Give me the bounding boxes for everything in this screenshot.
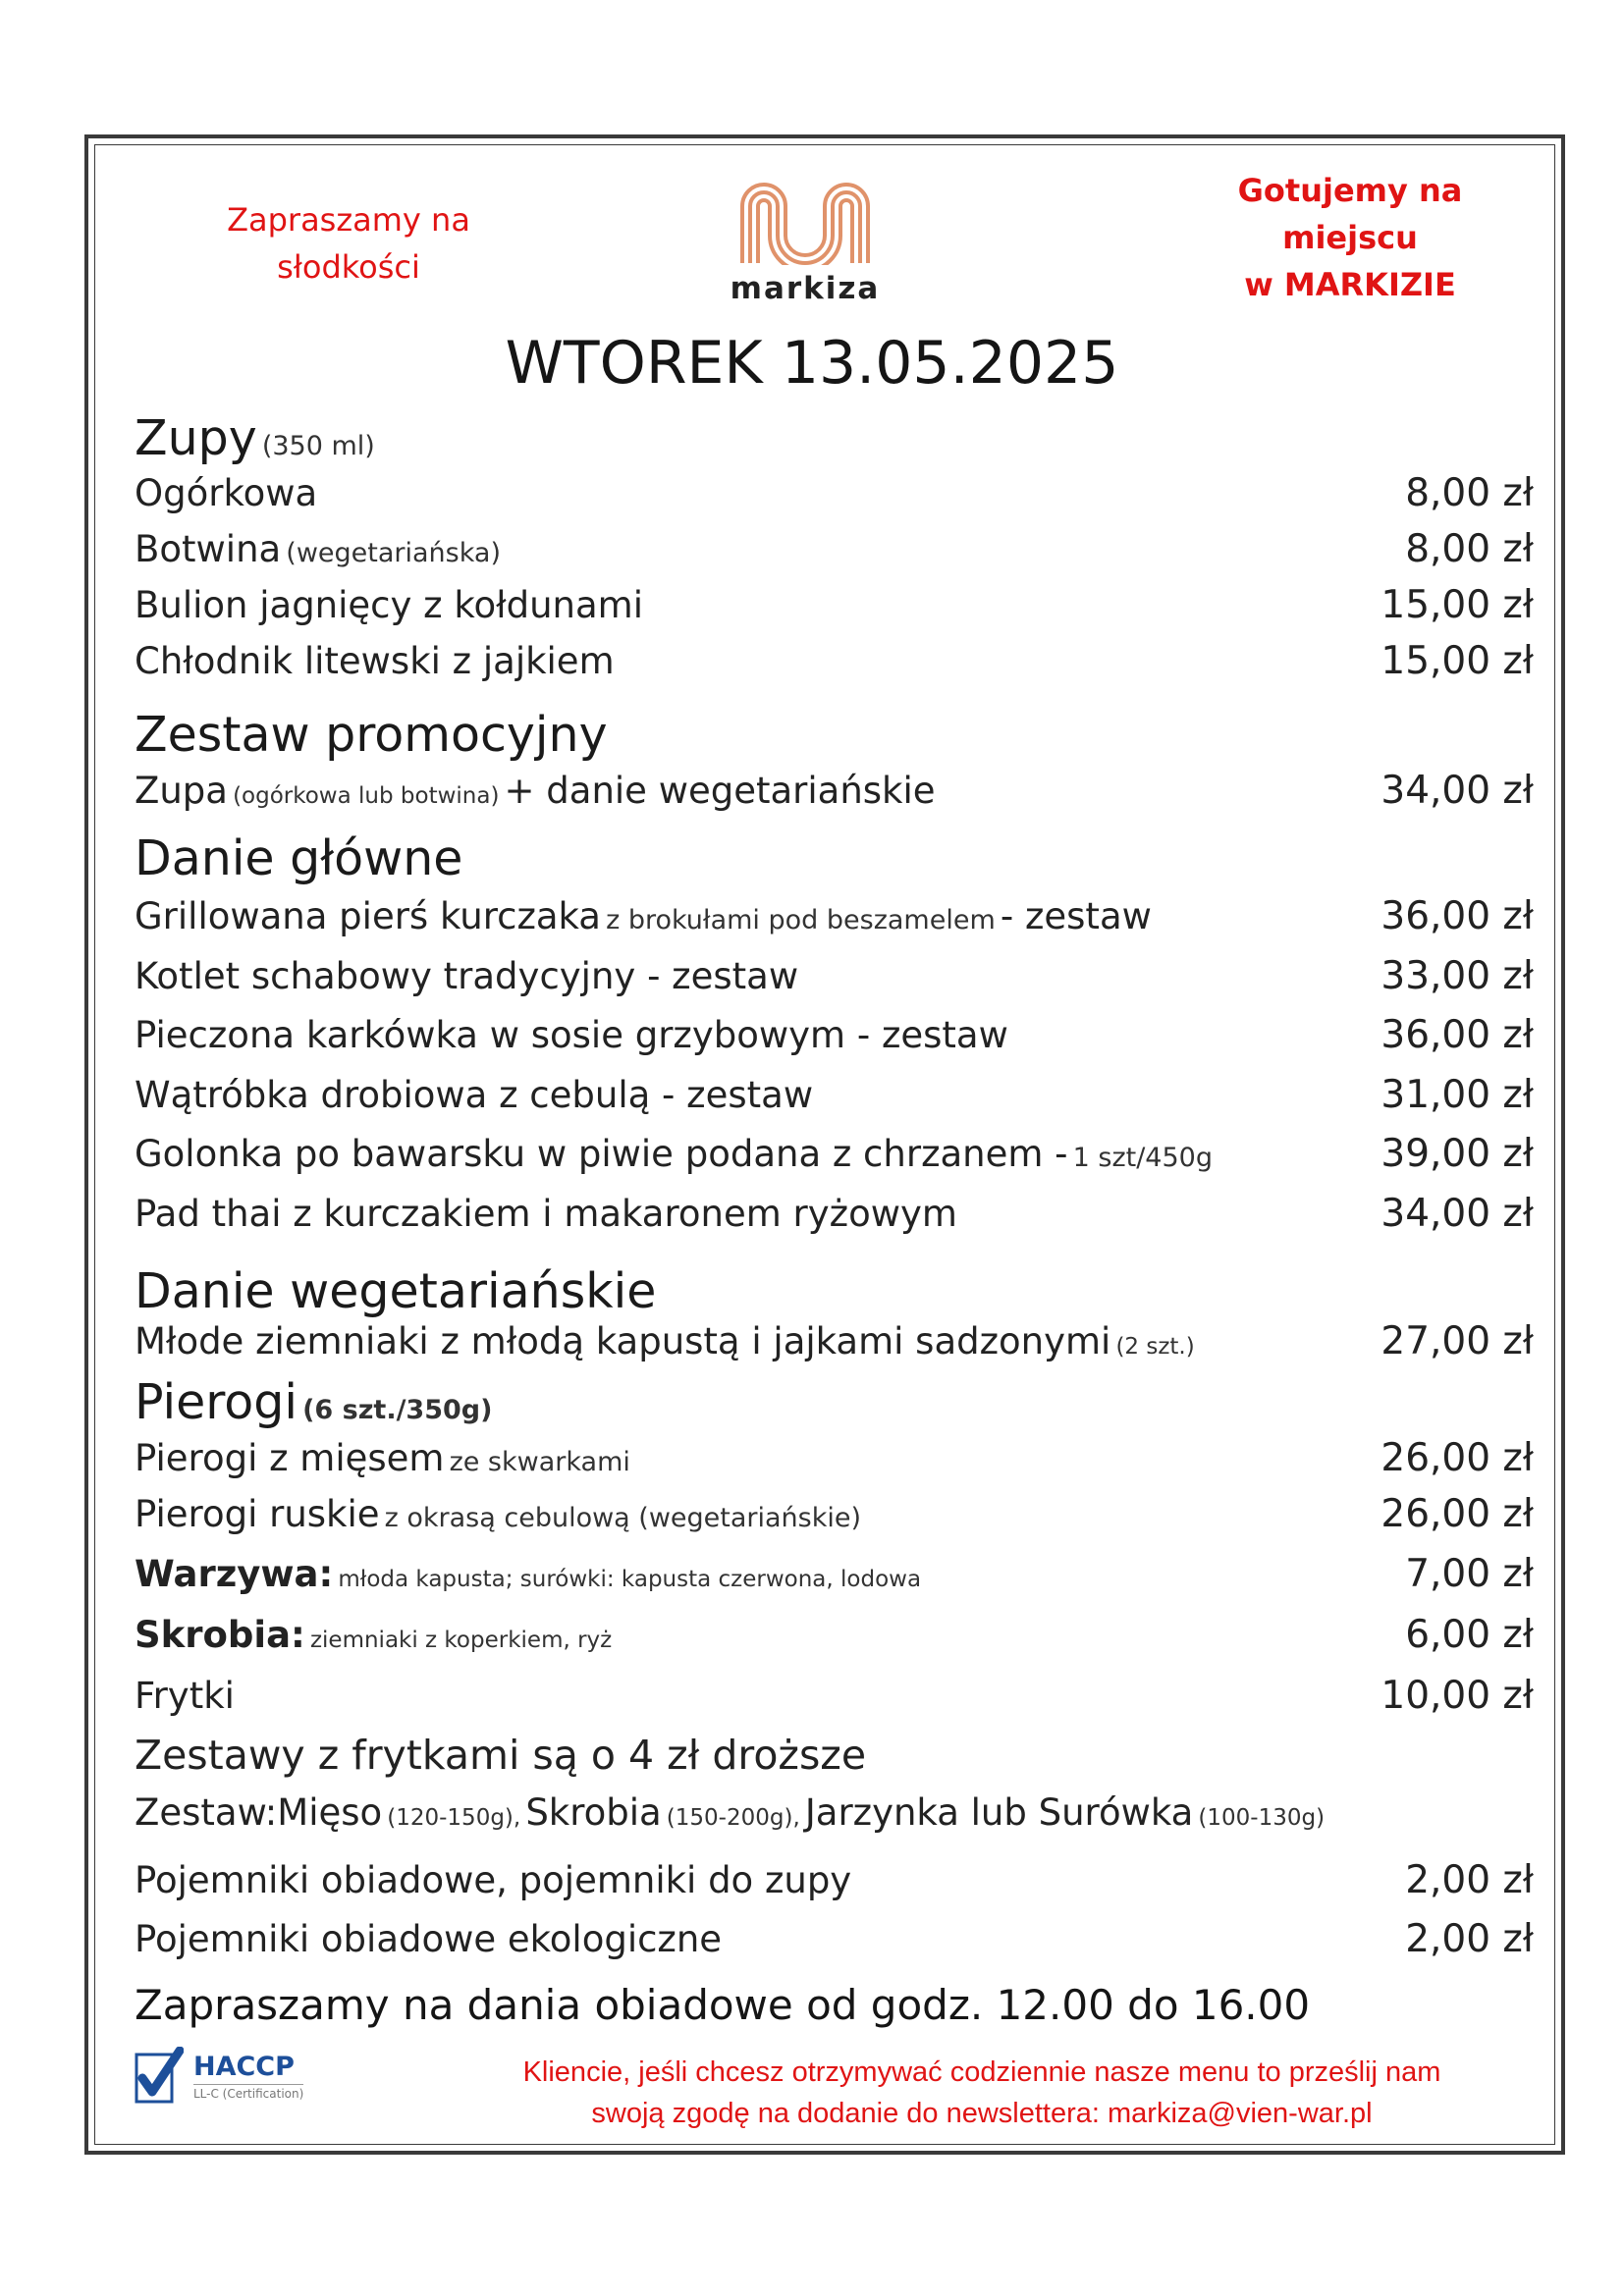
menu-item [135,639,1534,683]
logo-wordmark: markiza [730,271,881,306]
menu-item [135,1132,1534,1176]
pierogi-heading: Pierogi [135,1374,298,1430]
sweets-promo-line1: Zapraszamy na [227,201,470,239]
opening-hours-row [135,1981,1534,2029]
set-info-note: (100-130g) [1198,1805,1326,1831]
item-name: Golonka po bawarsku w piwie podana z chrzanem - [135,1133,1068,1175]
checkmark-icon [135,2047,184,2106]
menu-item [135,1613,1534,1657]
item-name: Zupa [135,770,228,812]
item-price: 2,00 zł [1405,1858,1534,1902]
haccp-sub: LL-C (Certification) [193,2084,303,2101]
vegetarian-heading-row [135,1263,1534,1319]
item-note: ziemniaki z koperkiem, ryż [309,1628,613,1653]
item-price: 36,00 zł [1380,894,1534,938]
item-note: młoda kapusta; surówki: kapusta czerwona, lodowa [338,1567,922,1592]
opening-hours: Zapraszamy na dania obiadowe od godz. 12.00 do 16.00 [135,1981,1311,2029]
markiza-logo [727,167,884,306]
menu-item [135,1319,1534,1363]
set-info-note: (150-200g), [666,1805,800,1831]
cooking-promo-line2: w MARKIZIE [1244,266,1456,303]
menu-item [135,583,1534,627]
pierogi-portion-note: (6 szt./350g) [302,1395,493,1425]
promo-set-heading: Zestaw promocyjny [135,707,608,763]
item-name-suffix: - zestaw [1000,895,1152,937]
item-name: Pierogi z mięsem [135,1437,445,1479]
item-price: 34,00 zł [1380,769,1534,813]
item-price: 26,00 zł [1380,1436,1534,1480]
haccp-label: HACCP [193,2052,295,2082]
item-price: 31,00 zł [1380,1073,1534,1117]
item-price: 26,00 zł [1380,1492,1534,1536]
newsletter-line2: swoją zgodę na dodanie do newslettera: markiza@vien-war.pl [591,2098,1373,2129]
haccp-badge [135,2047,303,2106]
item-price: 8,00 zł [1405,527,1534,571]
menu-item [135,527,1534,571]
item-name: Botwina [135,528,282,570]
item-price: 34,00 zł [1380,1192,1534,1236]
soups-heading: Zupy [135,410,257,466]
item-name: Wątróbka drobiowa z cebulą - zestaw [135,1074,814,1116]
newsletter-notice [412,2052,1551,2134]
item-price: 39,00 zł [1380,1132,1534,1176]
promo-set-heading-row [135,707,1534,763]
menu-item [135,471,1534,515]
menu-item [135,1858,1534,1902]
item-note: 1 szt/450g [1072,1143,1213,1173]
item-price: 10,00 zł [1380,1674,1534,1718]
item-name: Pad thai z kurczakiem i makaronem ryżowym [135,1193,957,1235]
sweets-promo-line2: słodkości [277,248,420,286]
menu-item [135,1073,1534,1117]
menu-item [135,1674,1534,1718]
menu-item [135,1917,1534,1961]
item-price: 15,00 zł [1380,639,1534,683]
set-info-part: Skrobia [525,1791,662,1834]
item-name: Chłodnik litewski z jajkiem [135,640,615,682]
item-name: Pojemniki obiadowe, pojemniki do zupy [135,1859,852,1901]
menu-item [135,954,1534,998]
set-info-part: Zestaw:Mięso [135,1791,383,1834]
menu-item [135,769,1534,813]
item-name: Pierogi ruskie [135,1493,380,1535]
fries-note: Zestawy z frytkami są o 4 zł droższe [135,1732,867,1779]
item-price: 36,00 zł [1380,1013,1534,1057]
item-price: 6,00 zł [1405,1613,1534,1657]
menu-item [135,1552,1534,1596]
item-price: 33,00 zł [1380,954,1534,998]
newsletter-line1: Kliencie, jeśli chcesz otrzymywać codziennie nasze menu to prześlij nam [522,2056,1441,2088]
item-name: Skrobia: [135,1614,305,1656]
sweets-promo [201,196,496,291]
item-name-suffix: + danie wegetariańskie [504,770,936,812]
mains-heading-row [135,830,1534,886]
item-price: 2,00 zł [1405,1917,1534,1961]
item-name: Warzywa: [135,1553,334,1595]
set-info-row [135,1791,1534,1834]
soups-heading-row [135,410,1534,466]
vegetarian-heading: Danie wegetariańskie [135,1263,657,1319]
menu-item [135,1492,1534,1536]
item-note: ze skwarkami [449,1447,630,1477]
soups-volume-note: (350 ml) [261,431,375,461]
item-name: Ogórkowa [135,472,318,514]
pierogi-heading-row [135,1374,1534,1430]
item-price: 27,00 zł [1380,1319,1534,1363]
item-name: Kotlet schabowy tradycyjny - zestaw [135,955,799,997]
set-info-note: (120-150g), [387,1805,521,1831]
day-title: WTOREK 13.05.2025 [505,329,1119,398]
item-name: Pojemniki obiadowe ekologiczne [135,1918,723,1960]
item-note: (wegetariańska) [286,538,501,568]
item-note: (2 szt.) [1115,1334,1195,1360]
markiza-logo-icon [736,167,874,265]
mains-heading: Danie główne [135,830,463,886]
item-name: Bulion jagnięcy z kołdunami [135,584,643,626]
item-note: z brokułami pod beszamelem [606,905,996,935]
menu-item [135,894,1534,938]
cooking-promo-line1: Gotujemy na miejscu [1237,172,1463,256]
item-price: 15,00 zł [1380,583,1534,627]
set-info-part: Jarzynka lub Surówka [804,1791,1194,1834]
fries-note-row [135,1732,1534,1779]
menu-item [135,1436,1534,1480]
item-name: Pieczona karkówka w sosie grzybowym - zestaw [135,1014,1008,1056]
item-name: Frytki [135,1675,235,1717]
item-name: Młode ziemniaki z młodą kapustą i jajkami sadzonymi [135,1320,1111,1362]
item-note: z okrasą cebulową (wegetariańskie) [384,1503,862,1533]
item-price: 8,00 zł [1405,471,1534,515]
cooking-promo [1168,167,1532,308]
item-note: (ogórkowa lub botwina) [233,783,500,809]
menu-item [135,1192,1534,1236]
menu-item [135,1013,1534,1057]
item-price: 7,00 zł [1405,1552,1534,1596]
item-name: Grillowana pierś kurczaka [135,895,601,937]
